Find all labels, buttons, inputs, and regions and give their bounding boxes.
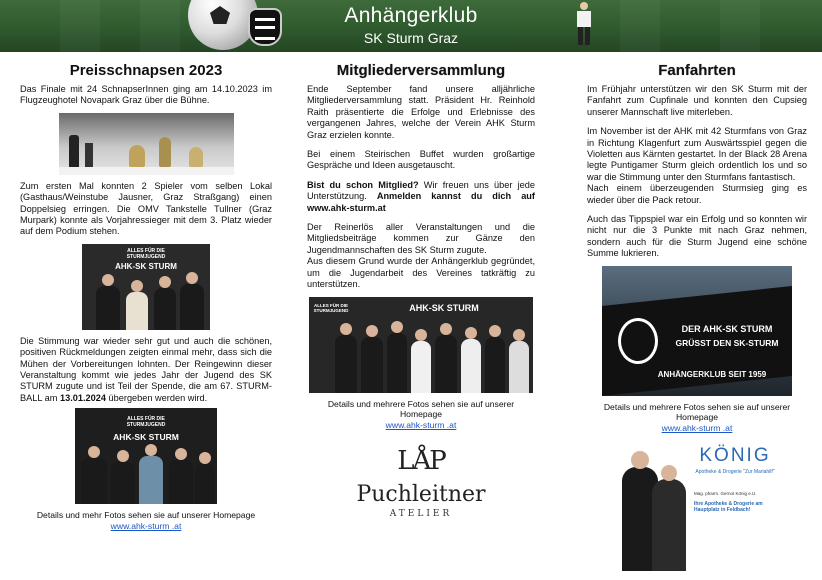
paragraph: Im November ist der AHK mit 42 Sturmfans von Graz in Richtung Klagenfurt zum Auswärtsspiel gegen die Violetten aus Kärnten gestartet. In der Black 28 Arena legte Puntigamer Sturm gleich ordentlich los und so war die Stimmung unter den Sturmfans fantastisch. — [587, 126, 807, 182]
header-banner — [0, 0, 822, 52]
section-heading: Preisschnapsen 2023 — [69, 62, 223, 79]
koenig-brand: KÖNIG — [699, 445, 771, 467]
koenig-tag: Apotheke & Drogerie "Zur Mariahilf" — [695, 469, 775, 476]
banner-small-text: ALLES FÜR DIE STURMJUGEND — [126, 247, 166, 260]
banner-text: AHK-SK STURM — [409, 302, 479, 313]
puchleitner-logo — [307, 438, 535, 548]
section-heading: Mitgliederversammlung — [336, 62, 506, 79]
photo-caption: Details und mehr Fotos sehen sie auf unserer Homepage — [36, 510, 256, 521]
column-mitgliederversammlung — [307, 60, 535, 548]
paragraph: Aus diesem Grund wurde der Anhängerklub gegründet, um die Jugendarbeit des Vereines tatkräftig zu unterstützen. — [307, 256, 535, 290]
column-fanfahrten — [587, 60, 807, 571]
paragraph: Zum ersten Mal konnten 2 Spieler vom selben Lokal (Gasthaus/Weinstube Jausner, Graz Straßgang) einen Doppelsieg erringen. Die OMV Tankstelle Tullner (Graz Murpark) konnte als Vorjahressieger mit dem 3. Platz wieder auf dem Podium stehen. — [20, 180, 272, 237]
section-heading: Fanfahrten — [658, 62, 736, 79]
banner-text: AHK-SK STURM — [115, 261, 177, 271]
winners-photo — [82, 244, 210, 330]
column-preisschnapsen — [20, 60, 272, 531]
fan-stadium-photo — [602, 266, 792, 396]
group-photo — [75, 408, 217, 504]
puchleitner-name: Puchleitner — [356, 482, 486, 507]
signup-text: Anmelden kannst du dich auf www.ahk-sturm.at — [307, 191, 535, 213]
koenig-ad — [614, 443, 780, 571]
puchleitner-sub: ATELIER — [389, 509, 453, 519]
paragraph: Im Frühjahr unterstützen wir den SK Sturm mit der Fanfahrt zum Cupfinale und konnten den Cupsieg unserer Mannschaft live miterleben. — [587, 84, 807, 117]
paragraph: Die Stimmung war wieder sehr gut und auch die schönen, positiven Rückmeldungen zeigten einmal mehr, dass sich die Mühen der Vorbereitungen lohnten. Der Reingewinn dieser Veranstaltung kommt wie jedes Jahr der Jugend des SK STURM zugute und ist Teil der Spende, die am 67. STURM-BALL am 13.01.2024 übergeben werden wird. — [20, 335, 272, 403]
koenig-line1: Mag. pharm. Gernot König e.U. — [694, 491, 757, 497]
paragraph: Bei einem Steirischen Buffet wurden großartige Gespräche und Ideen ausgetauscht. — [307, 149, 535, 171]
koenig-line2: Ihre Apotheke & Drogerie am Hauptplatz in Feldbach! — [694, 501, 763, 514]
fan-banner-text: DER AHK-SK STURM — [681, 323, 773, 334]
page-subtitle: SK Sturm Graz — [363, 30, 459, 46]
assembly-photo — [309, 297, 533, 393]
paragraph: Das Finale mit 24 SchnapserInnen ging am 14.10.2023 im Flugzeughotel Novapark Graz über die Bühne. — [20, 84, 272, 106]
page-title: Anhängerklub — [344, 4, 478, 27]
fan-banner-text: ANHÄNGERKLUB SEIT 1959 — [657, 369, 767, 379]
photo-caption: Details und mehrere Fotos sehen sie auf unserer Homepage — [603, 401, 791, 423]
paragraph: Ende September fand unsere alljährliche Mitgliederversammlung statt. Präsident Hr. Reinhold Raith präsentierte die Erfolge und Erlebnisse des vergangenen Jahres, welche der Verein AHK Sturm Graz erzielen konnte. — [307, 84, 535, 140]
fan-banner-text: GRÜSST DEN SK-STURM — [675, 337, 779, 348]
banner-small-text: ALLES FÜR DIE STURMJUGEND — [126, 416, 166, 429]
homepage-link[interactable]: www.ahk-sturm .at — [661, 422, 733, 433]
paragraph: Der Reinerlös aller Veranstaltungen und die Mitgliedsbeiträge kommen zur Gänze den Jugendmannschaften des SK Sturm zugute. — [307, 222, 535, 255]
homepage-link[interactable]: www.ahk-sturm .at — [385, 419, 457, 430]
paragraph: Nach einem überzeugenden Sturmsieg ging es wieder über die Pack retour. — [587, 183, 807, 205]
paragraph: Auch das Tippspiel war ein Erfolg und so konnten wir nicht nur die 3 Punkte mit nach Graz nehmen, sondern auch für die Sturm Jugend eine schöne Summe lukrieren. — [587, 214, 807, 259]
banner-small-text: ALLES FÜR DIE STURMJUGEND — [313, 302, 349, 313]
photo-caption: Details und mehrere Fotos sehen sie auf unserer Homepage — [327, 398, 515, 419]
trophies-photo — [59, 113, 234, 175]
paragraph: Bist du schon Mitglied? Wir freuen uns über jede Unterstützung. Anmelden kannst du dich auf www.ahk-sturm.at — [307, 179, 535, 213]
homepage-link[interactable]: www.ahk-sturm .at — [110, 520, 182, 531]
puchleitner-mark: LÅP — [397, 446, 445, 476]
banner-text: AHK-SK STURM — [113, 432, 179, 443]
ball-date: 13.01.2024 — [60, 392, 106, 403]
